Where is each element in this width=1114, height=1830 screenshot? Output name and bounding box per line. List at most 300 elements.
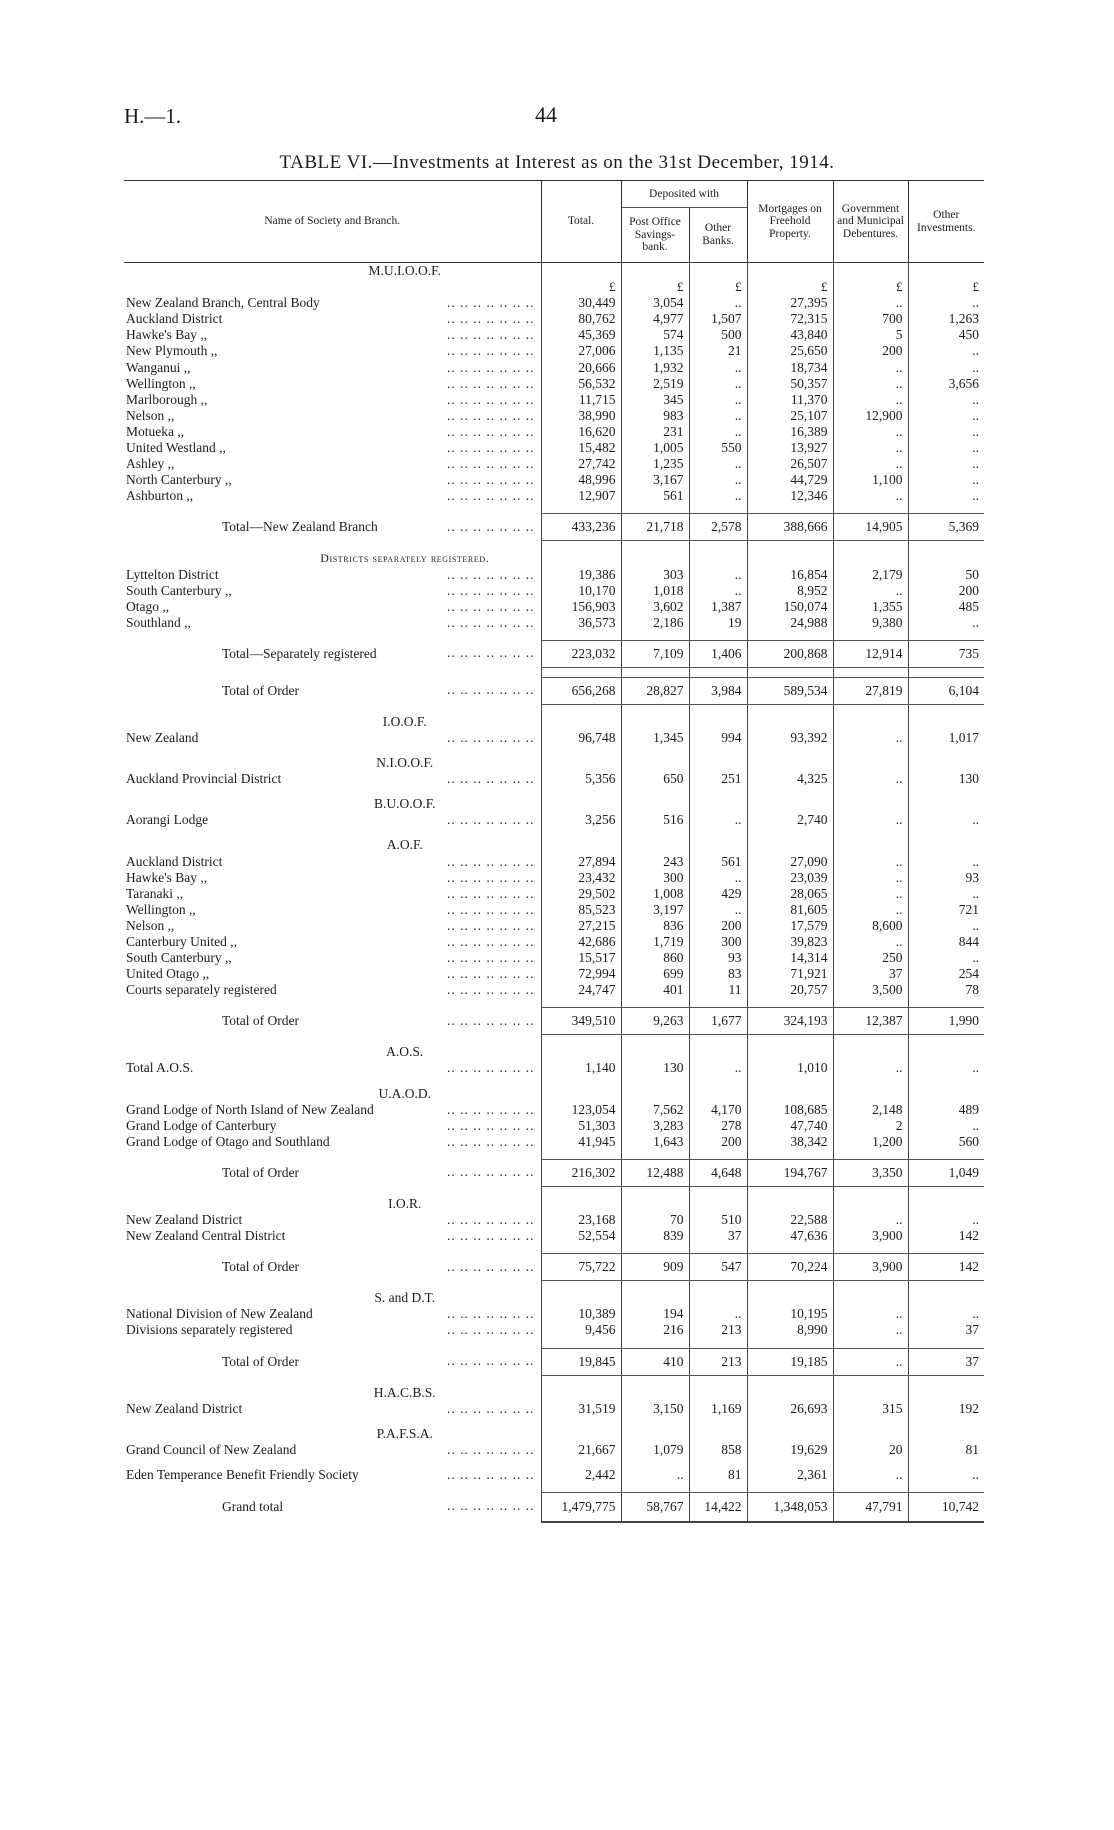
row-label (124, 472, 541, 488)
spacer-cell (621, 1281, 689, 1291)
table-row (124, 456, 984, 472)
cell-other-banks (689, 1385, 747, 1401)
row-label-text: United Otago ,, (126, 966, 210, 982)
section-heading-row (124, 755, 984, 771)
cell-post-office: 1,018 (621, 583, 689, 599)
cell-government: £ (833, 279, 908, 295)
spacer-row (124, 1244, 984, 1254)
cell-other-banks: 251 (689, 771, 747, 787)
row-label (124, 311, 541, 327)
row-label-text: A.O.S. (386, 1044, 424, 1060)
cell-other: 10,742 (908, 1492, 984, 1522)
spacer-row (124, 828, 984, 837)
spacer-cell (833, 1244, 908, 1254)
spacer-row (124, 631, 984, 641)
row-label-text: Grand Lodge of Otago and Southland (126, 1133, 330, 1149)
cell-total: 16,620 (541, 424, 621, 440)
cell-other: 1,049 (908, 1159, 984, 1186)
cell-government: .. (833, 934, 908, 950)
table-row (124, 295, 984, 311)
cell-mortgages: 25,650 (747, 343, 833, 359)
spacer-cell (124, 1417, 541, 1426)
spacer-cell (747, 1375, 833, 1385)
spacer-cell (541, 998, 621, 1008)
cell-post-office: 194 (621, 1306, 689, 1322)
cell-total: 10,170 (541, 583, 621, 599)
spacer-cell (747, 1281, 833, 1291)
row-label (124, 295, 541, 311)
cell-post-office: 1,932 (621, 360, 689, 376)
leader-dots: .. .. .. .. .. .. .. (447, 327, 535, 343)
leader-dots: .. .. .. .. .. .. .. (447, 1353, 535, 1368)
row-label-text: Total—Separately registered (222, 645, 377, 661)
cell-other: .. (908, 392, 984, 408)
cell-total: 11,715 (541, 392, 621, 408)
cell-other-banks: 21 (689, 343, 747, 359)
cell-total: 10,389 (541, 1306, 621, 1322)
cell-mortgages: 108,685 (747, 1102, 833, 1118)
spacer-cell (833, 828, 908, 837)
cell-other-banks (689, 1426, 747, 1442)
cell-government: 1,355 (833, 599, 908, 615)
spacer-cell (747, 746, 833, 755)
spacer-cell (747, 1186, 833, 1196)
section-heading-row (124, 837, 984, 853)
cell-post-office: 3,167 (621, 472, 689, 488)
cell-total (541, 796, 621, 812)
row-label (124, 488, 541, 504)
cell-other: .. (908, 854, 984, 870)
cell-post-office (621, 263, 689, 280)
row-label (124, 918, 541, 934)
cell-government: 9,380 (833, 615, 908, 631)
cell-government (833, 796, 908, 812)
table-row (124, 599, 984, 615)
leader-dots: .. .. .. .. .. .. .. (447, 359, 535, 375)
row-label (124, 1401, 541, 1417)
cell-other: .. (908, 1118, 984, 1134)
spacer-cell (124, 746, 541, 755)
row-label (124, 343, 541, 359)
leader-dots: .. .. .. .. .. .. .. (447, 853, 535, 869)
row-label-text: Marlborough ,, (126, 391, 208, 407)
cell-mortgages: 47,740 (747, 1118, 833, 1134)
cell-mortgages: 26,693 (747, 1401, 833, 1417)
spacer-cell (541, 1483, 621, 1493)
table-row (124, 583, 984, 599)
leader-dots: .. .. .. .. .. .. .. (447, 729, 535, 745)
spacer-cell (747, 667, 833, 677)
cell-other-banks: 2,578 (689, 514, 747, 541)
row-label-text: Total of Order (222, 1259, 300, 1275)
cell-post-office: 3,197 (621, 902, 689, 918)
spacer-row (124, 998, 984, 1008)
cell-government: .. (833, 854, 908, 870)
cell-government: .. (833, 771, 908, 787)
cell-government (833, 1426, 908, 1442)
cell-other: 37 (908, 1348, 984, 1375)
cell-mortgages: 8,990 (747, 1322, 833, 1338)
spacer-cell (833, 631, 908, 641)
cell-other-banks: 994 (689, 730, 747, 746)
spacer-cell (689, 787, 747, 796)
spacer-cell (621, 704, 689, 714)
cell-post-office: 4,977 (621, 311, 689, 327)
cell-total: 27,742 (541, 456, 621, 472)
row-label (124, 870, 541, 886)
spacer-cell (124, 1483, 541, 1493)
spacer-row (124, 704, 984, 714)
cell-other: .. (908, 1467, 984, 1483)
spacer-cell (621, 631, 689, 641)
spacer-cell (621, 541, 689, 551)
spacer-row (124, 787, 984, 796)
cell-post-office (621, 837, 689, 853)
cell-other: 489 (908, 1102, 984, 1118)
cell-mortgages (747, 755, 833, 771)
cell-government: .. (833, 1306, 908, 1322)
spacer-cell (908, 1483, 984, 1493)
cell-total: 24,747 (541, 982, 621, 998)
leader-dots: .. .. .. .. .. .. .. (447, 423, 535, 439)
row-label (124, 1322, 541, 1338)
cell-other: .. (908, 408, 984, 424)
cell-total: 41,945 (541, 1134, 621, 1150)
header-mortgages: Mortgages on Freehold Property. (747, 181, 833, 263)
cell-mortgages: 4,325 (747, 771, 833, 787)
table-row (124, 327, 984, 343)
cell-total: 85,523 (541, 902, 621, 918)
cell-mortgages: 38,342 (747, 1134, 833, 1150)
cell-total: 19,845 (541, 1348, 621, 1375)
leader-dots: .. .. .. .. .. .. .. (447, 1012, 535, 1028)
section-heading (124, 263, 541, 280)
cell-other-banks (689, 837, 747, 853)
spacer-cell (689, 1339, 747, 1349)
row-label (124, 730, 541, 746)
cell-total (541, 837, 621, 853)
leader-dots: .. .. .. .. .. .. .. (447, 456, 535, 472)
spacer-row (124, 1035, 984, 1045)
cell-post-office: 650 (621, 771, 689, 787)
cell-other-banks: 93 (689, 950, 747, 966)
spacer-cell (541, 828, 621, 837)
cell-total: 20,666 (541, 360, 621, 376)
cell-government: 200 (833, 343, 908, 359)
section-heading (124, 1044, 541, 1060)
cell-total: 5,356 (541, 771, 621, 787)
cell-post-office: 243 (621, 854, 689, 870)
spacer-cell (689, 1244, 747, 1254)
cell-total: 15,482 (541, 440, 621, 456)
cell-total: 31,519 (541, 1401, 621, 1417)
cell-total: 3,256 (541, 812, 621, 828)
cell-total: 1,479,775 (541, 1492, 621, 1522)
spacer-cell (541, 1077, 621, 1086)
spacer-cell (747, 1244, 833, 1254)
row-label-text: Grand total (222, 1499, 284, 1515)
cell-mortgages (747, 837, 833, 853)
cell-total: 36,573 (541, 615, 621, 631)
section-heading (124, 837, 541, 853)
cell-post-office: 410 (621, 1348, 689, 1375)
row-label-text: Courts separately registered (126, 982, 277, 998)
cell-total: 2,442 (541, 1467, 621, 1483)
leader-dots: .. .. .. .. .. .. .. (447, 885, 535, 901)
cell-government: 2,148 (833, 1102, 908, 1118)
spacer-cell (908, 828, 984, 837)
cell-post-office: 2,186 (621, 615, 689, 631)
row-label (124, 599, 541, 615)
cell-total: 80,762 (541, 311, 621, 327)
spacer-cell (689, 1150, 747, 1160)
spacer-cell (124, 1035, 541, 1045)
spacer-cell (689, 704, 747, 714)
section-heading-row (124, 1290, 984, 1306)
spacer-row (124, 1281, 984, 1291)
section-heading-row (124, 1044, 984, 1060)
cell-total: 30,449 (541, 295, 621, 311)
cell-other-banks: 1,169 (689, 1401, 747, 1417)
cell-mortgages (747, 1385, 833, 1401)
cell-mortgages: 200,868 (747, 640, 833, 667)
row-label (124, 966, 541, 982)
cell-mortgages: 589,534 (747, 677, 833, 704)
cell-total (541, 714, 621, 730)
cell-total (541, 1196, 621, 1212)
investments-table-container (124, 180, 984, 1523)
cell-total: 349,510 (541, 1008, 621, 1035)
cell-post-office: 231 (621, 424, 689, 440)
cell-government: 14,905 (833, 514, 908, 541)
cell-mortgages: 19,629 (747, 1442, 833, 1458)
cell-other-banks: 14,422 (689, 1492, 747, 1522)
cell-total: 216,302 (541, 1159, 621, 1186)
cell-other-banks: £ (689, 279, 747, 295)
spacer-cell (689, 1077, 747, 1086)
cell-government: 1,100 (833, 472, 908, 488)
row-label (124, 408, 541, 424)
row-label (124, 1102, 541, 1118)
cell-government (833, 1086, 908, 1102)
cell-government: .. (833, 870, 908, 886)
spacer-cell (124, 1375, 541, 1385)
cell-other-banks: 300 (689, 934, 747, 950)
row-label-text: Auckland Provincial District (126, 771, 282, 787)
section-heading-row (124, 550, 984, 566)
page-number: 44 (535, 102, 557, 127)
cell-government (833, 550, 908, 566)
cell-post-office: 860 (621, 950, 689, 966)
cell-other-banks: 1,507 (689, 311, 747, 327)
spacer-cell (689, 1458, 747, 1467)
cell-other: 93 (908, 870, 984, 886)
spacer-cell (541, 1375, 621, 1385)
spacer-cell (689, 746, 747, 755)
cell-other-banks: 19 (689, 615, 747, 631)
spacer-cell (124, 1150, 541, 1160)
table-row (124, 950, 984, 966)
spacer-cell (908, 1035, 984, 1045)
leader-dots: .. .. .. .. .. .. .. (447, 518, 535, 534)
row-label-text: New Zealand Central District (126, 1228, 286, 1244)
cell-other-banks: .. (689, 295, 747, 311)
spacer-cell (541, 1150, 621, 1160)
cell-other-banks: 4,170 (689, 1102, 747, 1118)
spacer-cell (689, 998, 747, 1008)
cell-government: 12,914 (833, 640, 908, 667)
cell-other (908, 714, 984, 730)
section-heading (124, 1086, 541, 1102)
row-label-text: Hawke's Bay ,, (126, 327, 208, 343)
cell-total: 42,686 (541, 934, 621, 950)
row-label (124, 1118, 541, 1134)
spacer-cell (541, 667, 621, 677)
cell-other: 200 (908, 583, 984, 599)
spacer-cell (908, 1375, 984, 1385)
cell-government: 700 (833, 311, 908, 327)
cell-other: £ (908, 279, 984, 295)
cell-post-office: 516 (621, 812, 689, 828)
cell-other: .. (908, 615, 984, 631)
header-other-banks: Other Banks. (689, 208, 747, 263)
row-label-text: New Plymouth ,, (126, 343, 218, 359)
row-label (124, 1254, 541, 1281)
cell-mortgages: 26,507 (747, 456, 833, 472)
row-label-text: New Zealand District (126, 1212, 243, 1228)
header-total: Total. (541, 181, 621, 263)
page-reference: H.—1. (124, 104, 182, 128)
cell-mortgages: 1,010 (747, 1060, 833, 1076)
cell-other-banks (689, 755, 747, 771)
cell-government: 2 (833, 1118, 908, 1134)
spacer-cell (124, 1281, 541, 1291)
cell-total: 27,006 (541, 343, 621, 359)
cell-other-banks: 83 (689, 966, 747, 982)
cell-government: .. (833, 902, 908, 918)
spacer-cell (621, 828, 689, 837)
cell-other-banks (689, 1196, 747, 1212)
spacer-cell (747, 1483, 833, 1493)
cell-other-banks: 213 (689, 1348, 747, 1375)
table-row (124, 902, 984, 918)
section-heading-row (124, 714, 984, 730)
row-label-text: Grand Lodge of North Island of New Zealand (126, 1101, 374, 1117)
spacer-cell (747, 1150, 833, 1160)
cell-other-banks (689, 1044, 747, 1060)
cell-other-banks: .. (689, 870, 747, 886)
row-label (124, 1492, 541, 1522)
row-label-text: Otago ,, (126, 598, 170, 614)
cell-post-office (621, 796, 689, 812)
cell-mortgages: 28,065 (747, 886, 833, 902)
cell-total: 19,386 (541, 567, 621, 583)
cell-government: .. (833, 392, 908, 408)
cell-government: 3,350 (833, 1159, 908, 1186)
leader-dots: .. .. .. .. .. .. .. (447, 682, 535, 698)
leader-dots: .. .. .. .. .. .. .. (447, 1228, 535, 1244)
cell-mortgages: 194,767 (747, 1159, 833, 1186)
section-heading (124, 1385, 541, 1401)
table-row (124, 376, 984, 392)
cell-post-office: 7,562 (621, 1102, 689, 1118)
cell-government: .. (833, 440, 908, 456)
cell-mortgages: 70,224 (747, 1254, 833, 1281)
spacer-cell (621, 1417, 689, 1426)
cell-total: 27,215 (541, 918, 621, 934)
cell-post-office: 1,345 (621, 730, 689, 746)
cell-other-banks: 500 (689, 327, 747, 343)
spacer-cell (833, 667, 908, 677)
row-label-text: Canterbury United ,, (126, 934, 237, 949)
spacer-row (124, 1375, 984, 1385)
cell-post-office (621, 1426, 689, 1442)
table-row (124, 886, 984, 902)
cell-total: 96,748 (541, 730, 621, 746)
leader-dots: .. .. .. .. .. .. .. (447, 1164, 535, 1180)
cell-other-banks: 550 (689, 440, 747, 456)
leader-dots: .. .. .. .. .. .. .. (447, 1400, 535, 1416)
cell-government: .. (833, 1348, 908, 1375)
row-label (124, 456, 541, 472)
cell-total: 15,517 (541, 950, 621, 966)
cell-other-banks: .. (689, 472, 747, 488)
cell-post-office (621, 714, 689, 730)
spacer-cell (908, 504, 984, 514)
cell-other-banks: .. (689, 408, 747, 424)
cell-government: .. (833, 1060, 908, 1076)
cell-other-banks (689, 263, 747, 280)
row-label-text: A.O.F. (386, 837, 423, 853)
spacer-cell (621, 504, 689, 514)
cell-other: 1,990 (908, 1008, 984, 1035)
cell-post-office: 574 (621, 327, 689, 343)
cell-mortgages: 12,346 (747, 488, 833, 504)
spacer-cell (124, 1339, 541, 1349)
cell-government: .. (833, 1322, 908, 1338)
spacer-cell (908, 667, 984, 677)
spacer-cell (833, 1417, 908, 1426)
row-label (124, 514, 541, 541)
cell-post-office: 3,602 (621, 599, 689, 615)
spacer-cell (833, 1458, 908, 1467)
section-heading-row (124, 263, 984, 280)
spacer-cell (908, 1458, 984, 1467)
spacer-row (124, 1150, 984, 1160)
cell-total (541, 755, 621, 771)
row-label (124, 812, 541, 828)
cell-other (908, 1426, 984, 1442)
cell-other-banks: .. (689, 567, 747, 583)
cell-government: .. (833, 360, 908, 376)
row-label-text: M.U.I.O.O.F. (368, 263, 441, 278)
cell-other: .. (908, 424, 984, 440)
cell-total: 56,532 (541, 376, 621, 392)
row-label (124, 1467, 541, 1483)
cell-mortgages: 22,588 (747, 1212, 833, 1228)
cell-total: 75,722 (541, 1254, 621, 1281)
cell-other-banks: 858 (689, 1442, 747, 1458)
cell-total: 656,268 (541, 677, 621, 704)
spacer-row (124, 1186, 984, 1196)
cell-government: .. (833, 1467, 908, 1483)
spacer-cell (621, 1458, 689, 1467)
cell-total: 45,369 (541, 327, 621, 343)
spacer-cell (689, 828, 747, 837)
spacer-cell (747, 704, 833, 714)
table-row (124, 918, 984, 934)
cell-mortgages: 8,952 (747, 583, 833, 599)
